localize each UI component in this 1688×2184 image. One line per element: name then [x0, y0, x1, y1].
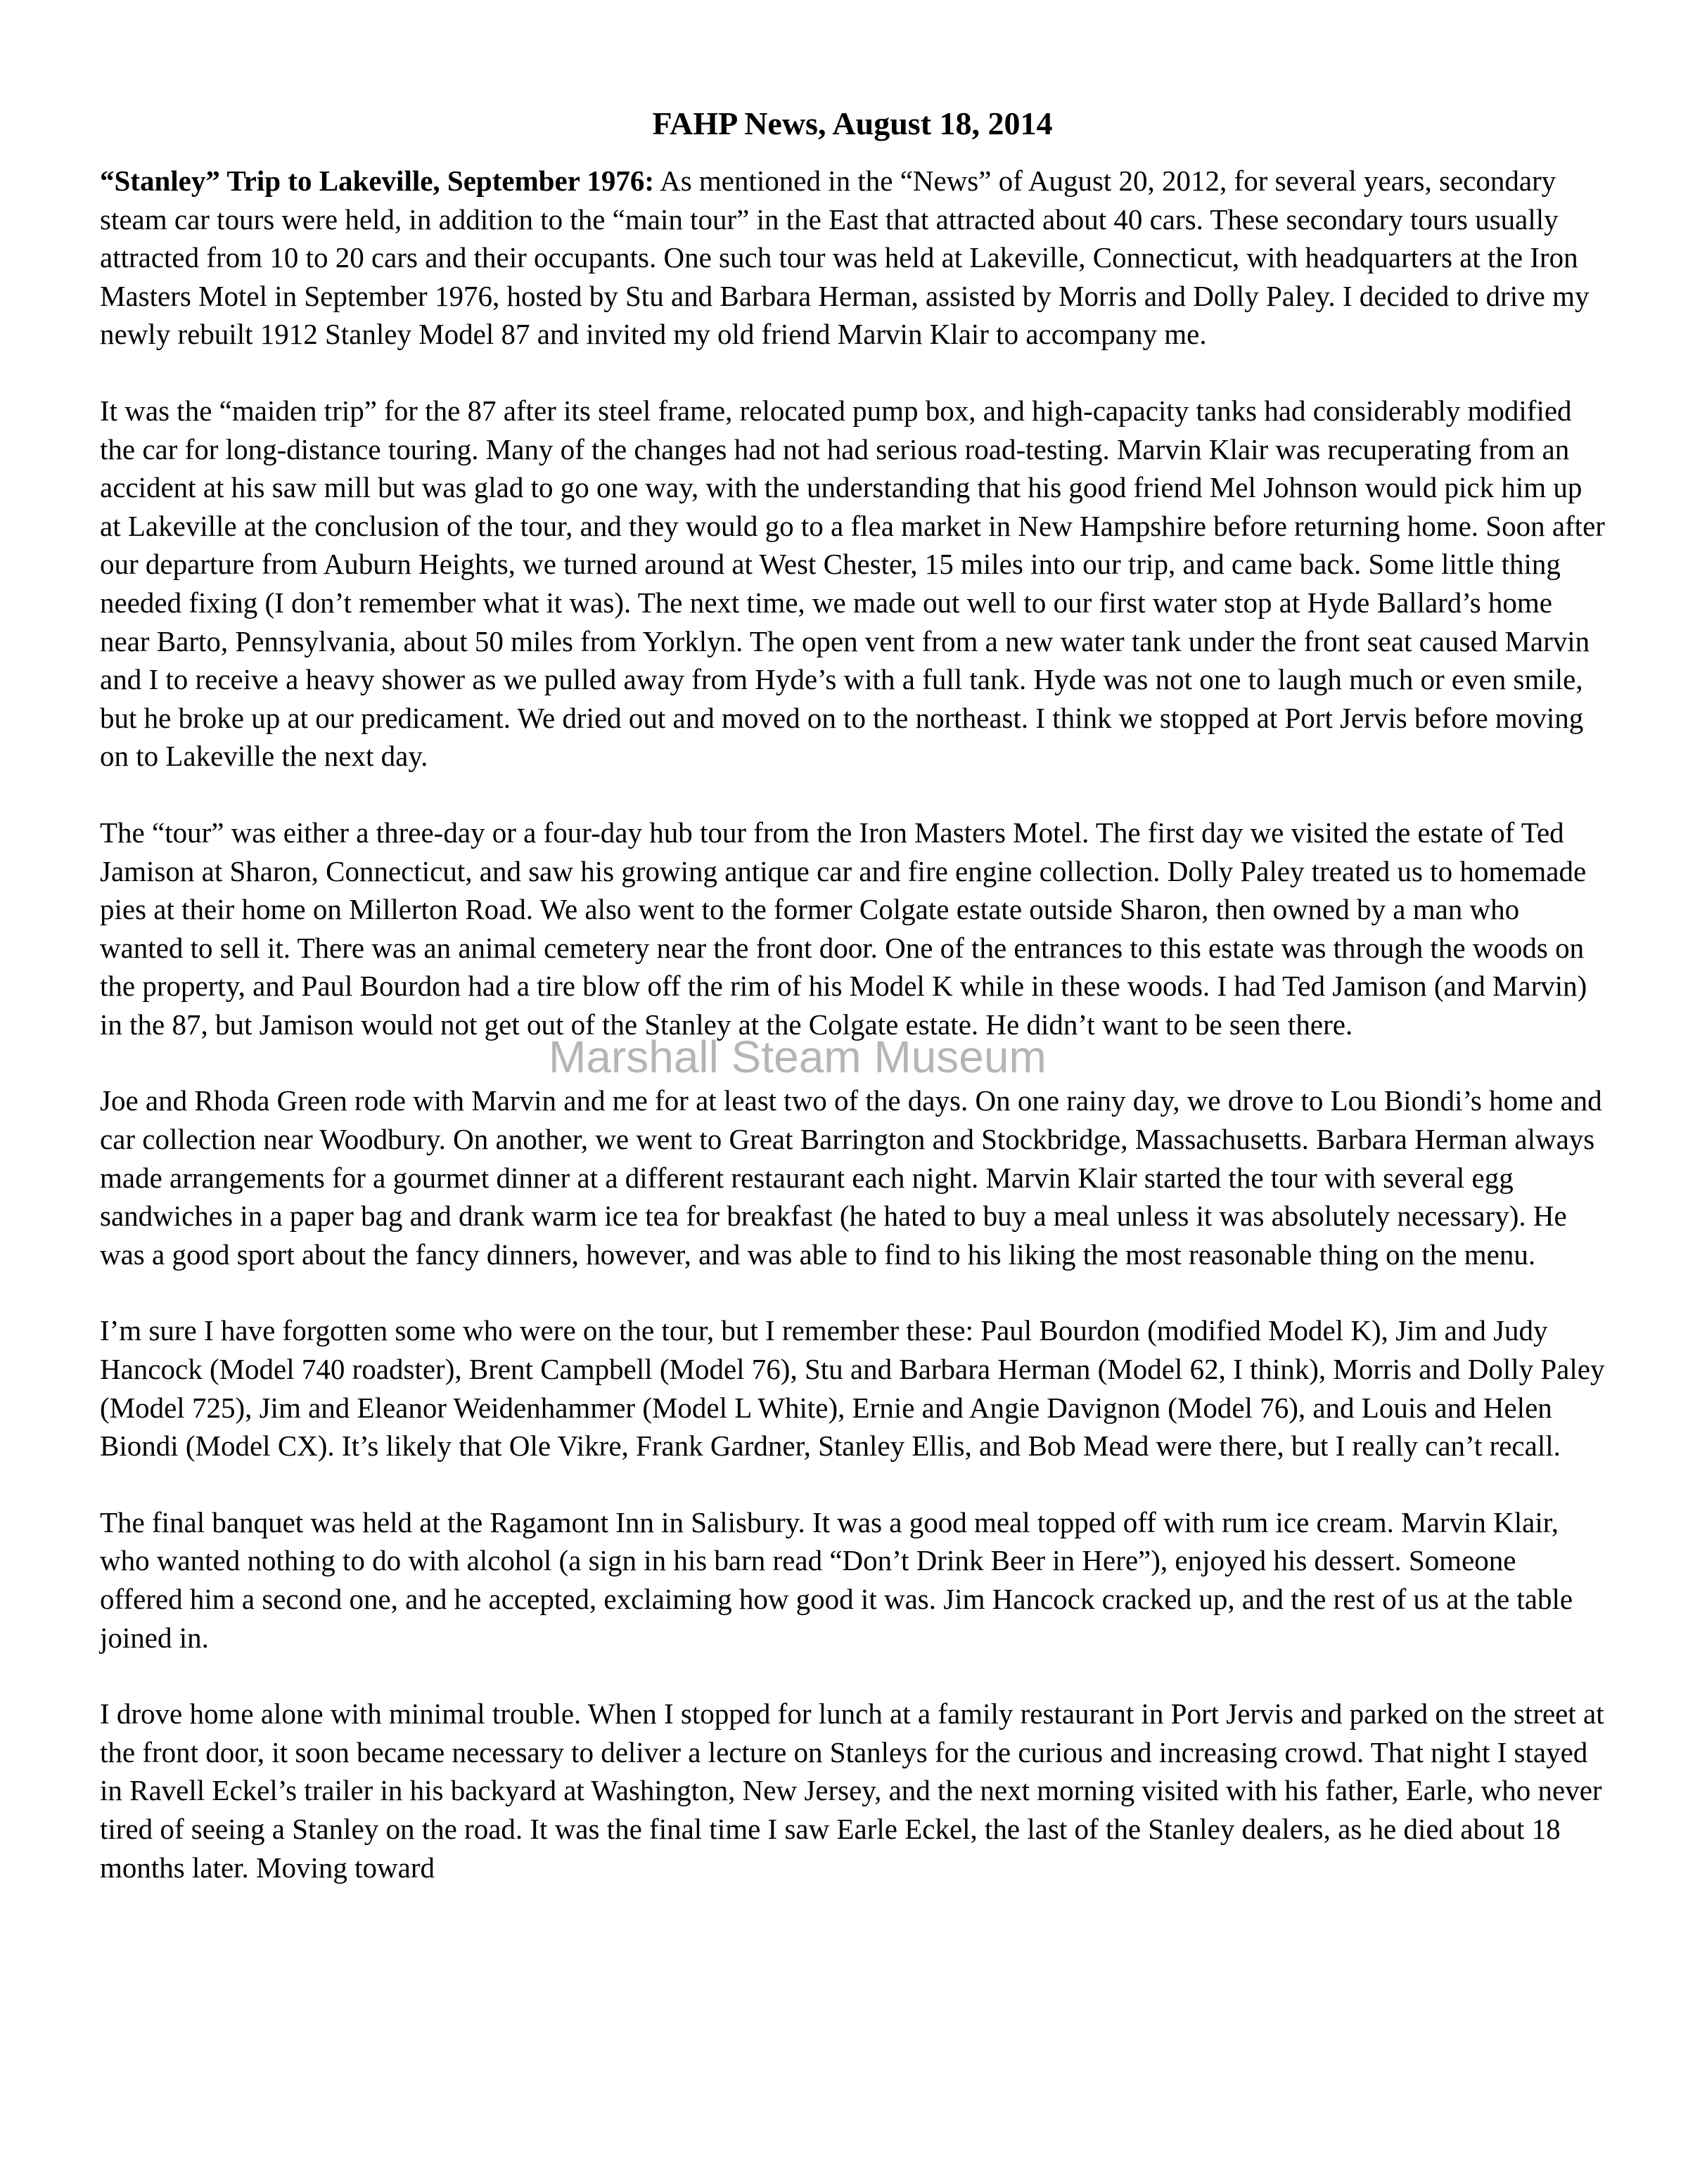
paragraph-5: I’m sure I have forgotten some who were on the tour, but I remember these: Paul Bourdon (modified Model K), Jim and Judy Hancock (Model 740 roadster), Brent Campbell (Model 76), Stu and Barbara Herman (Model 62, I think), Morris and Dolly Paley (Model 725), Jim and Eleanor Weidenhammer (Model L White), Ernie and Angie Davignon (Model 76), and Louis and Helen Biondi (Model CX). It’s likely that Ole Vikre, Frank Gardner, Stanley Ellis, and Bob Mead were there, but I really can’t recall.	[100, 1314, 1605, 1463]
paragraph-1	[100, 162, 1605, 354]
paragraph-1-body: As mentioned in the “News” of August 20, 2012, for several years, secondary steam car tours were held, in addition to the “main tour” in the East that attracted about 40 cars. These secondary tours usually attracted from 10 to 20 cars and their occupants. One such tour was held at Lakeville, Connecticut, with headquarters at the Iron Masters Motel in September 1976, hosted by Stu and Barbara Herman, assisted by Morris and Dolly Paley. I decided to drive my newly rebuilt 1912 Stanley Model 87 and invited my old friend Marvin Klair to accompany me.	[100, 165, 1590, 351]
paragraph-1-lead: “Stanley” Trip to Lakeville, September 1976:	[100, 165, 655, 197]
paragraph-6: The final banquet was held at the Ragamont Inn in Salisbury. It was a good meal topped off with rum ice cream. Marvin Klair, who wanted nothing to do with alcohol (a sign in his barn read “Don’t Drink Beer in Here”), enjoyed his dessert. Someone offered him a second one, and he accepted, exclaiming how good it was. Jim Hancock cracked up, and the rest of us at the table joined in.	[100, 1505, 1573, 1654]
paragraph-7: I drove home alone with minimal trouble. When I stopped for lunch at a family restaurant in Port Jervis and parked on the street at the front door, it soon became necessary to deliver a lecture on Stanleys for the curious and increasing crowd. That night I stayed in Ravell Eckel’s trailer in his backyard at Washington, New Jersey, and the next morning visited with his father, Earle, who never tired of seeing a Stanley on the road. It was the final time I saw Earle Eckel, the last of the Stanley dealers, as he died about 18 months later. Moving toward	[100, 1697, 1604, 1884]
watermark: Marshall Steam Museum	[549, 1032, 1047, 1082]
document-title: FAHP News, August 18, 2014	[652, 105, 1053, 141]
paragraph-2: It was the “maiden trip” for the 87 after its steel frame, relocated pump box, and high-capacity tanks had considerably modified the car for long-distance touring. Many of the changes had not had serious road-testing. Marvin Klair was recuperating from an accident at his saw mill but was glad to go one way, with the understanding that his good friend Mel Johnson would pick him up at Lakeville at the conclusion of the tour, and they would go to a flea market in New Hampshire before returning home. Soon after our departure from Auburn Heights, we turned around at West Chester, 15 miles into our trip, and came back. Some little thing needed fixing (I don’t remember what it was). The next time, we made out well to our first water stop at Hyde Ballard’s home near Barto, Pennsylvania, about 50 miles from Yorklyn. The open vent from a new water tank under the front seat caused Marvin and I to receive a heavy shower as we pulled away from Hyde’s with a full tank. Hyde was not one to laugh much or even smile, but he broke up at our predicament. We dried out and moved on to the northeast. I think we stopped at Port Jervis before moving on to Lakeville the next day.	[100, 394, 1605, 773]
paragraph-4: Joe and Rhoda Green rode with Marvin and me for at least two of the days. On one rainy day, we drove to Lou Biondi’s home and car collection near Woodbury. On another, we went to Great Barrington and Stockbridge, Massachusetts. Barbara Herman always made arrangements for a gourmet dinner at a different restaurant each night. Marvin Klair started the tour with several egg sandwiches in a paper bag and drank warm ice tea for breakfast (he hated to buy a meal unless it was absolutely necessary). He was a good sport about the fancy dinners, however, and was able to find to his liking the most reasonable thing on the menu.	[100, 1084, 1602, 1271]
paragraph-3: The “tour” was either a three-day or a four-day hub tour from the Iron Masters Motel. The first day we visited the estate of Ted Jamison at Sharon, Connecticut, and saw his growing antique car and fire engine collection. Dolly Paley treated us to homemade pies at their home on Millerton Road. We also went to the former Colgate estate outside Sharon, then owned by a man who wanted to sell it. There was an animal cemetery near the front door. One of the entrances to this estate was through the woods on the property, and Paul Bourdon had a tire blow off the rim of his Model K while in these woods. I had Ted Jamison (and Marvin) in the 87, but Jamison would not get out of the Stanley at the Colgate estate. He didn’t want to be seen there.	[100, 816, 1587, 1041]
document-page	[100, 104, 1605, 1925]
